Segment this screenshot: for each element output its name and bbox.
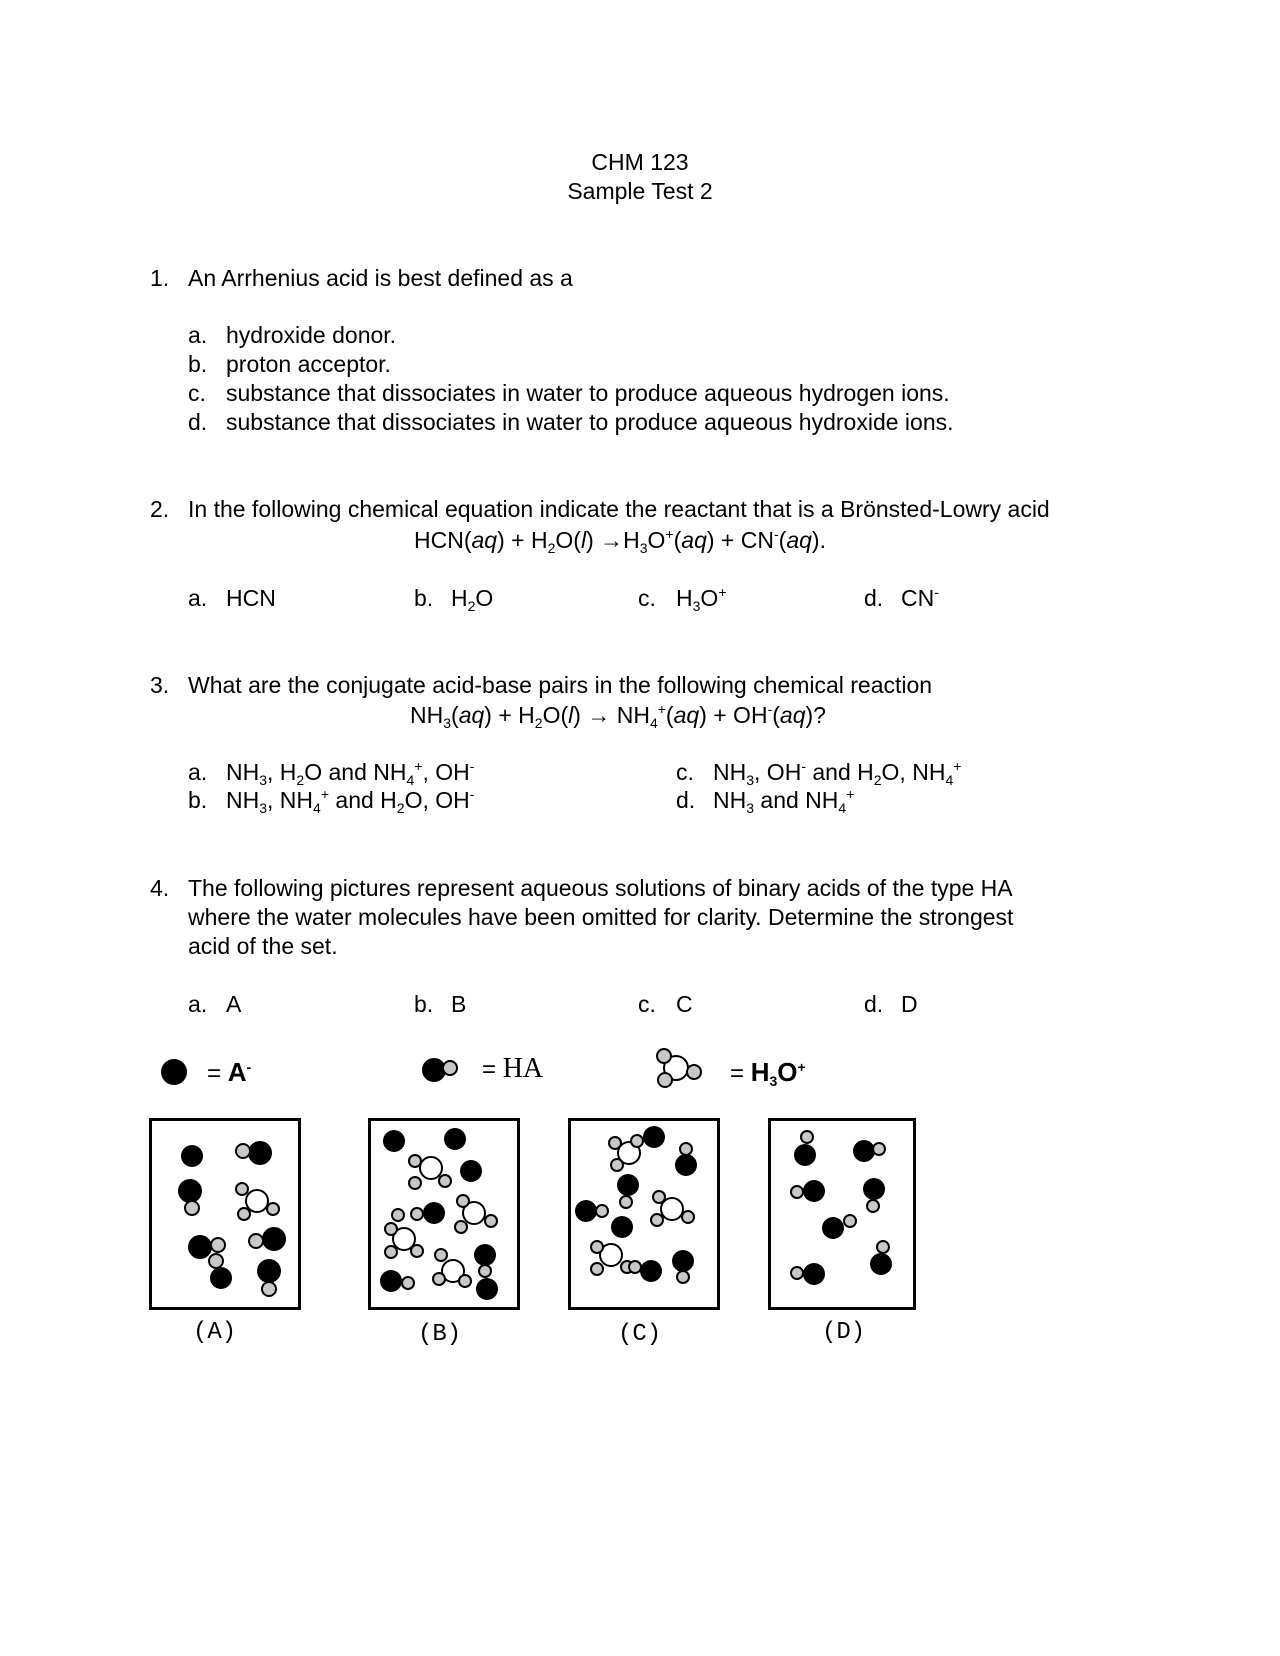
q4-option-b: B [451,991,467,1017]
panel-a-label: (A) [193,1319,237,1346]
q3-option-c-letter: c. [676,759,694,785]
q2-option-b: $H_2O$ [451,585,494,614]
q2-option-a-letter: a. [188,585,208,611]
q4-option-c-letter: c. [638,991,656,1017]
test-title: Sample Test 2 [567,178,713,204]
panel-d [768,1118,916,1310]
panel-b [368,1118,520,1310]
panel-d-molecules [771,1121,913,1307]
q1-option-a-letter: a. [188,322,208,348]
panel-b-molecules [371,1121,517,1307]
q3-text: What are the conjugate acid-base pairs in the following chemical reaction [188,672,933,698]
course-code: CHM 123 [591,149,689,175]
q3-option-c: $NH_3$, OH- and $H_2O$, $NH_4^+$ [713,758,962,788]
panel-b-label: (B) [418,1321,462,1348]
q2-option-a: HCN [226,585,276,611]
ha-molecule-icon [418,1050,468,1090]
q1-option-b-letter: b. [188,351,208,377]
q4-option-d-letter: d. [864,991,884,1017]
anion-symbol-icon [155,1052,195,1092]
q1-option-d-letter: d. [188,409,208,435]
q2-option-c: $H_3O^+$ [676,584,727,614]
q2-option-d-letter: d. [864,585,884,611]
panel-c [568,1118,720,1310]
q1-number: 1. [150,265,170,291]
q3-option-b-letter: b. [188,787,208,813]
panel-c-molecules [571,1121,717,1307]
q2-option-c-letter: c. [638,585,656,611]
q3-option-d: $NH_3$ and $NH_4^+$ [713,786,855,816]
q1-text: An Arrhenius acid is best defined as a [188,265,573,291]
q3-option-d-letter: d. [676,787,696,813]
q4-option-d: D [901,991,918,1017]
q3-option-a-letter: a. [188,759,208,785]
q3-option-b: $NH_3$, $NH_4^+$ and $H_2O$, OH- [226,786,475,816]
q2-equation: $HCN(aq) + H_2O(l) \to H_3O^+(aq) + CN^-(aq)$. [414,526,826,556]
q4-text-line2: where the water molecules have been omitted for clarity. Determine the strongest [188,904,1014,930]
legend-hydronium: = $H_3O^+$ [730,1057,806,1089]
q3-option-a: $NH_3$, $H_2O$ and $NH_4^+$, OH- [226,758,475,788]
course-title [0,148,1280,206]
q2-option-b-letter: b. [414,585,434,611]
panel-c-label: (C) [618,1321,662,1348]
panel-d-label: (D) [822,1319,866,1346]
q1-option-d: substance that dissociates in water to produce aqueous hydroxide ions. [226,409,954,435]
hydronium-molecule-icon [650,1044,710,1090]
q2-text: In the following chemical equation indicate the reactant that is a Brönsted-Lowry acid [188,496,1050,522]
q4-number: 4. [150,875,170,901]
q1-option-b: proton acceptor. [226,351,391,377]
q4-text-line3: acid of the set. [188,933,338,959]
q1-option-a: hydroxide donor. [226,322,397,348]
panel-a-molecules [152,1121,298,1307]
q1-option-c-letter: c. [188,380,206,406]
q3-number: 3. [150,672,170,698]
q4-option-b-letter: b. [414,991,434,1017]
panel-a [149,1118,301,1310]
q4-option-a-letter: a. [188,991,208,1017]
q4-text-line1: The following pictures represent aqueous solutions of binary acids of the type HA [188,875,1013,901]
q1-option-c: substance that dissociates in water to produce aqueous hydrogen ions. [226,380,950,406]
q4-option-c: C [676,991,693,1017]
legend-ha: = HA [482,1053,544,1084]
q2-option-d: CN- [901,584,939,611]
q3-equation: $NH_3(aq) + H_2O(l) \to NH_4^+(aq) + OH^-(aq)$? [410,701,826,731]
q2-number: 2. [150,496,170,522]
legend-anion: = A- [207,1057,252,1087]
q4-option-a: A [226,991,242,1017]
